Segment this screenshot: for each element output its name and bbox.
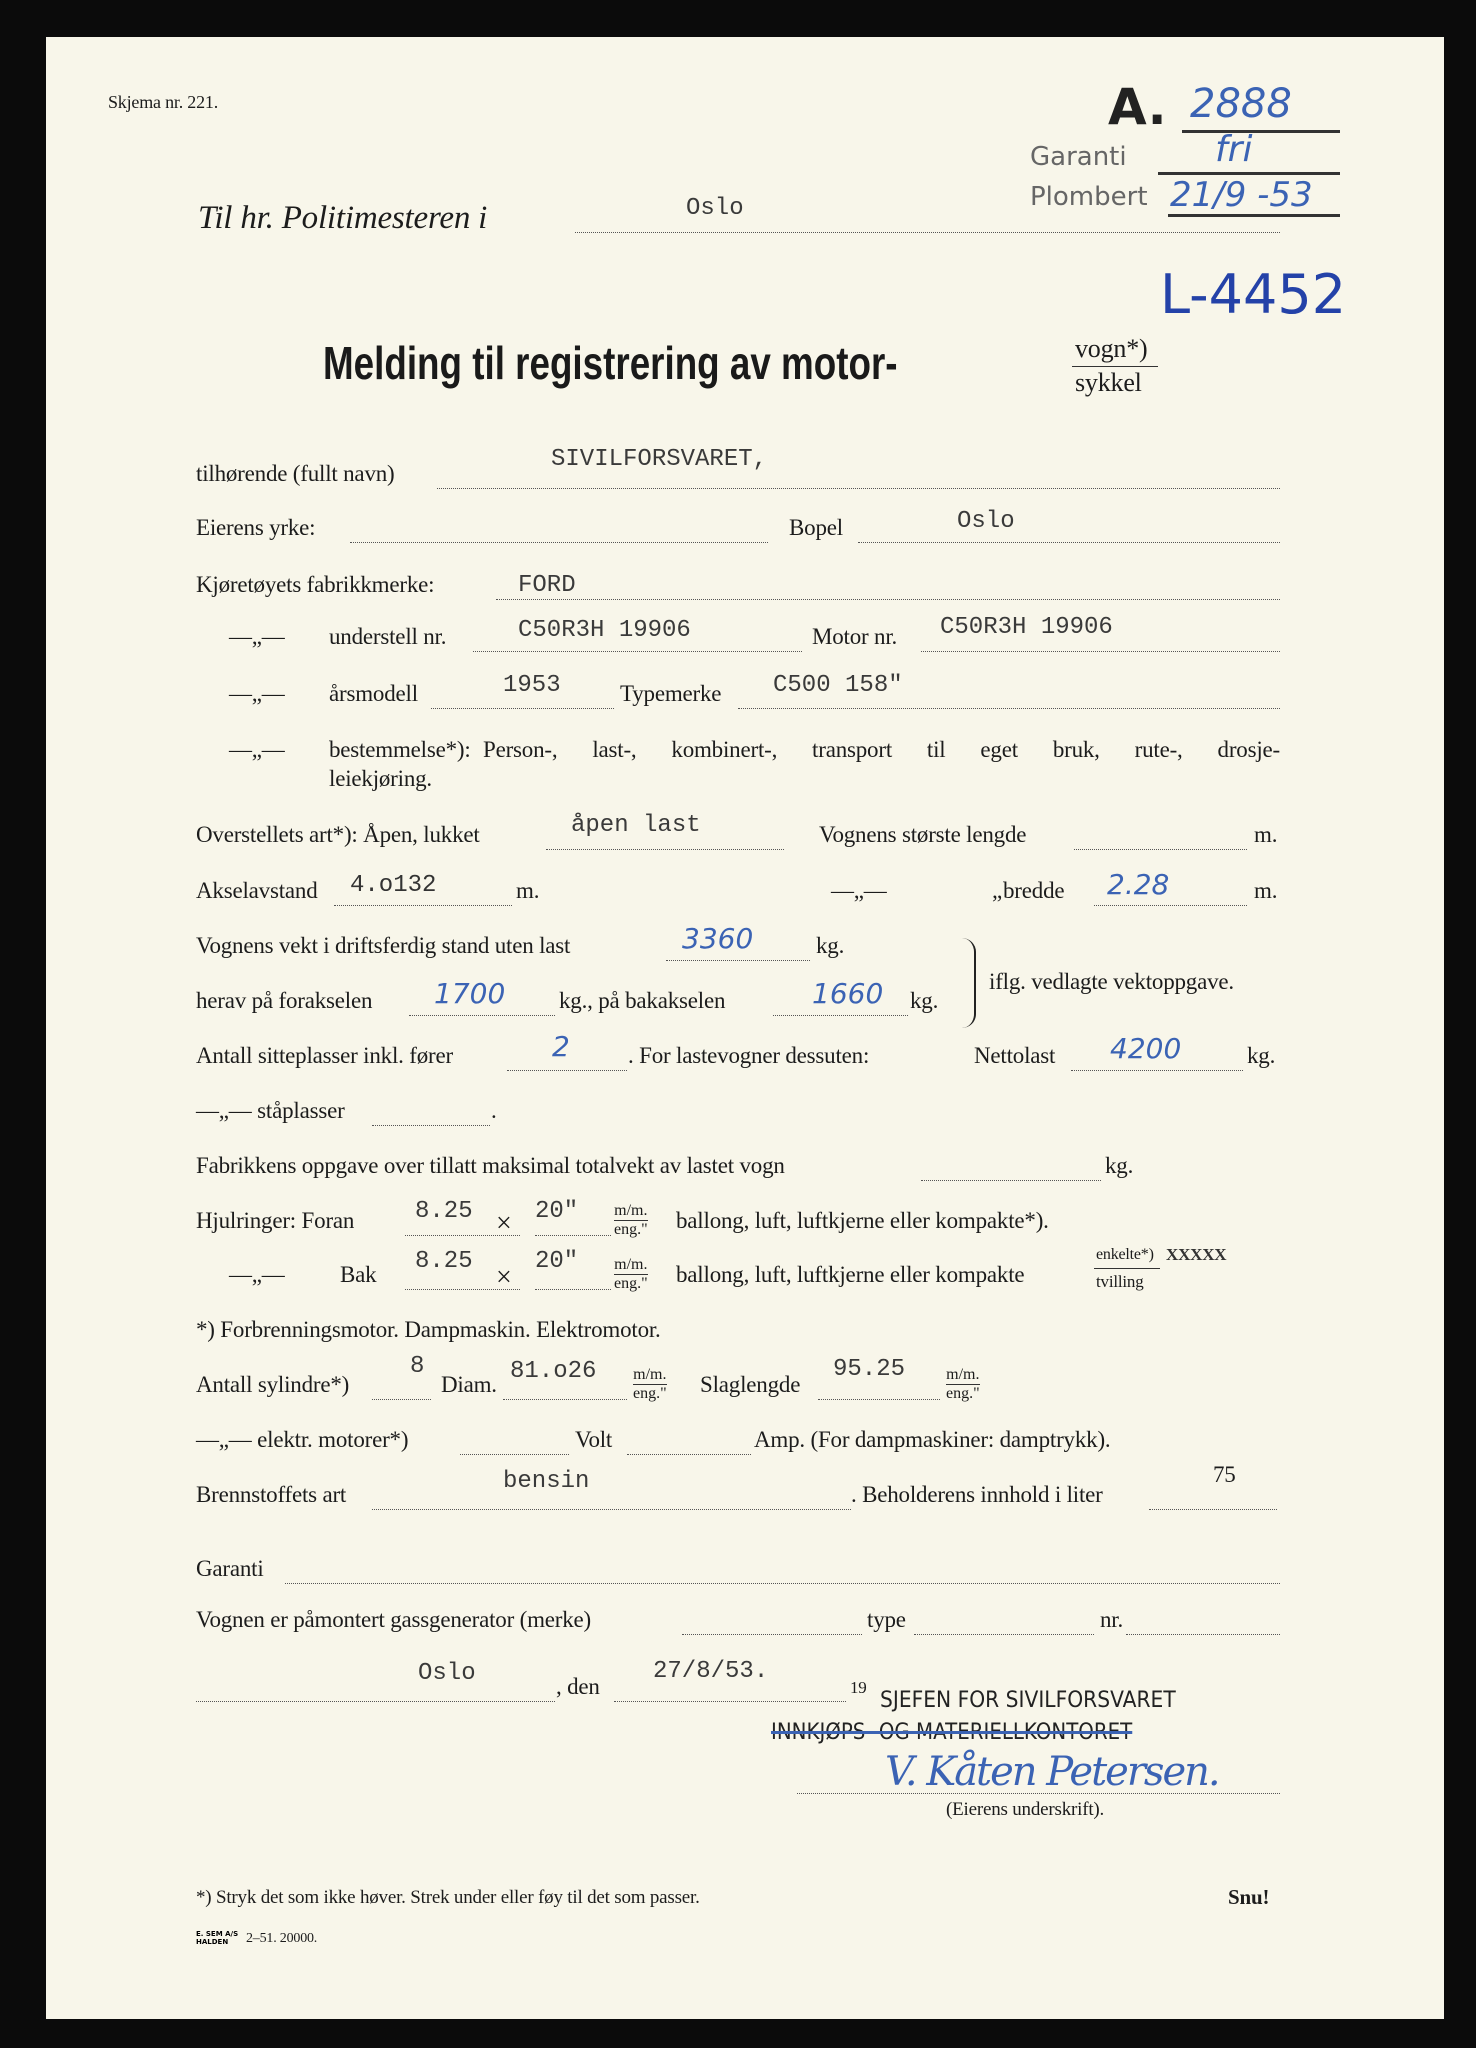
amp-label: Amp. (For dampmaskiner: damptrykk). [754,1427,1111,1452]
place-line [196,1701,555,1702]
century-label: 19 [850,1678,867,1697]
unit-fraction [614,1256,648,1293]
width-unit: m. [1254,878,1278,903]
stroke-label: Slaglengde [700,1372,801,1397]
unit-fraction [614,1202,648,1239]
title-option-vogn: vogn*) [1075,334,1148,363]
print-info: 2–51. 20000. [246,1931,318,1946]
date-value[interactable]: 27/8/53. [653,1658,769,1685]
weight-value[interactable]: 3360 [682,922,754,955]
weight-line [666,960,810,961]
signature-caption: (Eierens underskrift). [946,1799,1105,1820]
addressee-label: Til hr. Politimesteren i [198,200,488,236]
rear-axle-line [773,1015,908,1016]
length-label: Vognens største lengde [819,822,1027,847]
gasgen-nr-line[interactable] [1126,1634,1280,1635]
body-line [546,849,784,850]
rear-tire-width[interactable]: 8.25 [415,1248,473,1275]
occupation-line[interactable] [350,542,768,543]
ditto-mark: —„— [229,681,285,706]
payload-label: Nettolast [974,1043,1056,1068]
bore-value[interactable]: 81.o26 [510,1358,597,1385]
stroke-value[interactable]: 95.25 [833,1356,906,1383]
wheelbase-line [334,905,512,906]
width-label: bredde [1003,878,1065,903]
tire-kind: ballong, luft, luftkjerne eller kompakte*). [676,1208,1049,1233]
engine-types: *) Forbrenningsmotor. Dampmaskin. Elektromotor. [196,1317,661,1342]
rear-axle-unit: kg. [910,988,939,1013]
footnote: *) Stryk det som ikke høver. Strek under eller føy til det som passer. [196,1887,700,1908]
plombert-stamp-label: Plombert [1030,182,1148,212]
type-line [738,708,1280,709]
cylinders-value[interactable]: 8 [410,1353,425,1380]
front-tire-rim[interactable]: 20" [535,1198,579,1225]
purpose-label: bestemmelse*): [329,737,471,762]
gasgen-type-label: type [867,1607,906,1632]
tank-label: . Beholderens innhold i liter [851,1482,1103,1507]
a-label: A. [1108,78,1167,136]
width-line [1094,905,1247,906]
unit-eng: eng." [614,1275,648,1292]
max-weight-label: Fabrikkens oppgave over tillatt maksimal totalvekt av lastet vogn [196,1153,785,1178]
cylinders-label: Antall sylindre*) [196,1372,350,1397]
unit-fraction [946,1366,980,1403]
wheelbase-value[interactable]: 4.o132 [350,872,437,899]
body-label: Overstellets art*): Åpen, lukket [196,822,480,847]
garanti-value: fri [1215,129,1253,170]
ditto-mark: —„— [831,878,887,903]
length-line[interactable] [1074,849,1247,850]
a-line [1182,130,1340,133]
max-weight-unit: kg. [1105,1153,1134,1178]
make-value[interactable]: FORD [518,572,576,599]
wheelbase-unit: m. [516,878,540,903]
ditto-mark: —„— [229,624,285,649]
chassis-label: understell nr. [329,624,447,649]
weight-note: iflg. vedlagte vektoppgave. [989,969,1234,994]
standing-period: . [491,1098,497,1123]
title-fraction-line [1072,366,1158,367]
bore-label: Diam. [441,1372,497,1397]
guarantee-label: Garanti [196,1556,264,1581]
front-tire-width[interactable]: 8.25 [415,1198,473,1225]
fuel-line [372,1509,851,1510]
seats-value[interactable]: 2 [552,1030,570,1063]
motor-label: Motor nr. [812,624,898,649]
seats-line [507,1070,627,1071]
weight-unit: kg. [816,933,845,958]
unit-eng: eng." [633,1385,667,1402]
unit-mm: m/m. [614,1256,648,1273]
stamp-office: SJEFEN FOR SIVILFORSVARET [880,1688,1176,1713]
rear-tire-rim[interactable]: 20" [535,1248,579,1275]
type-label: Typemerke [620,681,722,706]
ditto-mark: —„— [229,1262,285,1287]
weight-label: Vognens vekt i driftsferdig stand uten last [196,933,571,958]
owner-line [437,488,1280,489]
unit-fraction [633,1366,667,1403]
occupation-label: Eierens yrke: [196,515,316,540]
owner-signature: V. Kåten Petersen. [885,1749,1219,1795]
year-label: årsmodell [329,681,418,706]
gasgen-nr-label: nr. [1100,1607,1124,1632]
garanti-stamp-label: Garanti [1030,142,1127,172]
payload-unit: kg. [1247,1043,1276,1068]
make-label: Kjøretøyets fabrikkmerke: [196,572,435,597]
fuel-label: Brennstoffets art [196,1482,347,1507]
width-value[interactable]: 2.28 [1107,868,1170,901]
body-value[interactable]: åpen last [571,812,701,839]
electric-label: —„— elektr. motorer*) [196,1427,409,1452]
stroke-line [818,1399,940,1400]
year-value[interactable]: 1953 [503,672,561,699]
times-sign: × [496,1262,512,1293]
wheelbase-label: Akselavstand [196,878,318,903]
purpose-options-cont: leiekjøring. [329,766,432,791]
guarantee-line[interactable] [285,1583,1280,1584]
gasgen-make-line[interactable] [682,1634,862,1635]
turn-over-note: Snu! [1228,1885,1270,1909]
amp-line[interactable] [627,1454,751,1455]
option-fraction-line [1094,1268,1160,1269]
front-axle-line [409,1015,555,1016]
times-sign: × [496,1208,512,1239]
quote-mark: „ [992,878,1003,903]
bore-line [503,1399,627,1400]
unit-eng: eng." [946,1385,980,1402]
front-tire-line-b [535,1235,611,1236]
printer-mark: E. SEM A/S HALDEN [196,1930,239,1946]
rear-tire-line-b [535,1289,611,1290]
make-line [496,599,1280,600]
volt-label: Volt [575,1427,613,1452]
addressee-value: Oslo [686,195,744,222]
standing-label: —„— ståplasser [196,1098,345,1123]
a-number: 2888 [1190,81,1292,127]
unit-mm: m/m. [946,1366,980,1383]
owner-value[interactable]: SIVILFORSVARET, [551,446,768,473]
addressee-line [575,232,1280,233]
rear-axle-value[interactable]: 1660 [812,977,884,1010]
payload-line [1071,1070,1243,1071]
rear-label: Bak [340,1262,377,1287]
gasgen-label: Vognen er påmontert gassgenerator (merke) [196,1607,591,1632]
length-unit: m. [1254,822,1278,847]
registration-number: L-4452 [1160,263,1347,326]
single-option: enkelte*) [1096,1246,1154,1263]
payload-value[interactable]: 4200 [1110,1032,1182,1065]
gasgen-type-line[interactable] [914,1634,1094,1635]
single-strikeout: XXXXX [1166,1245,1227,1264]
standing-line[interactable] [372,1125,490,1126]
place-value[interactable]: Oslo [418,1660,476,1687]
chassis-line [473,651,802,652]
purpose-options: Person-, last-, kombinert-, transport til eget bruk, rute-, drosje- [483,737,1280,762]
max-weight-line[interactable] [921,1180,1101,1181]
motor-value[interactable]: C50R3H 19906 [940,614,1113,641]
page-title: Melding til registrering av motor- [323,337,898,389]
unit-mm: m/m. [614,1202,648,1219]
owner-label: tilhørende (fullt navn) [196,461,395,486]
residence-value[interactable]: Oslo [957,508,1015,535]
stamp-department-struck: INNKJØPS- OG MATERIELLKONTORET [771,1720,1133,1745]
ditto-mark: —„— [229,737,285,762]
motor-line [921,651,1280,652]
plombert-value: 21/9 -53 [1170,175,1313,215]
unit-eng: eng." [614,1221,648,1238]
twin-option: tvilling [1096,1272,1144,1291]
registration-form [46,37,1444,2019]
fuel-value[interactable]: bensin [503,1468,590,1495]
front-axle-value[interactable]: 1700 [434,977,506,1010]
residence-line [858,542,1280,543]
chassis-value[interactable]: C50R3H 19906 [518,617,691,644]
type-value[interactable]: C500 158" [773,672,903,699]
volt-line[interactable] [460,1454,569,1455]
tire-kind-rear: ballong, luft, luftkjerne eller kompakte [676,1262,1025,1287]
wheels-label: Hjulringer: Foran [196,1208,355,1233]
form-number: Skjema nr. 221. [108,92,218,112]
date-line [614,1701,846,1702]
title-option-sykkel: sykkel [1075,368,1142,397]
cylinders-line [372,1399,431,1400]
residence-label: Bopel [789,515,843,540]
year-line [431,708,614,709]
unit-mm: m/m. [633,1366,667,1383]
brace [962,938,976,1028]
front-axle-label: herav på forakselen [196,988,373,1013]
rear-axle-label: kg., på bakakselen [559,988,726,1013]
tank-line [1149,1509,1277,1510]
tank-value[interactable]: 75 [1213,1462,1236,1487]
truck-label: . For lastevogner dessuten: [628,1043,870,1068]
date-label: , den [556,1674,600,1699]
seats-label: Antall sitteplasser inkl. fører [196,1043,453,1068]
